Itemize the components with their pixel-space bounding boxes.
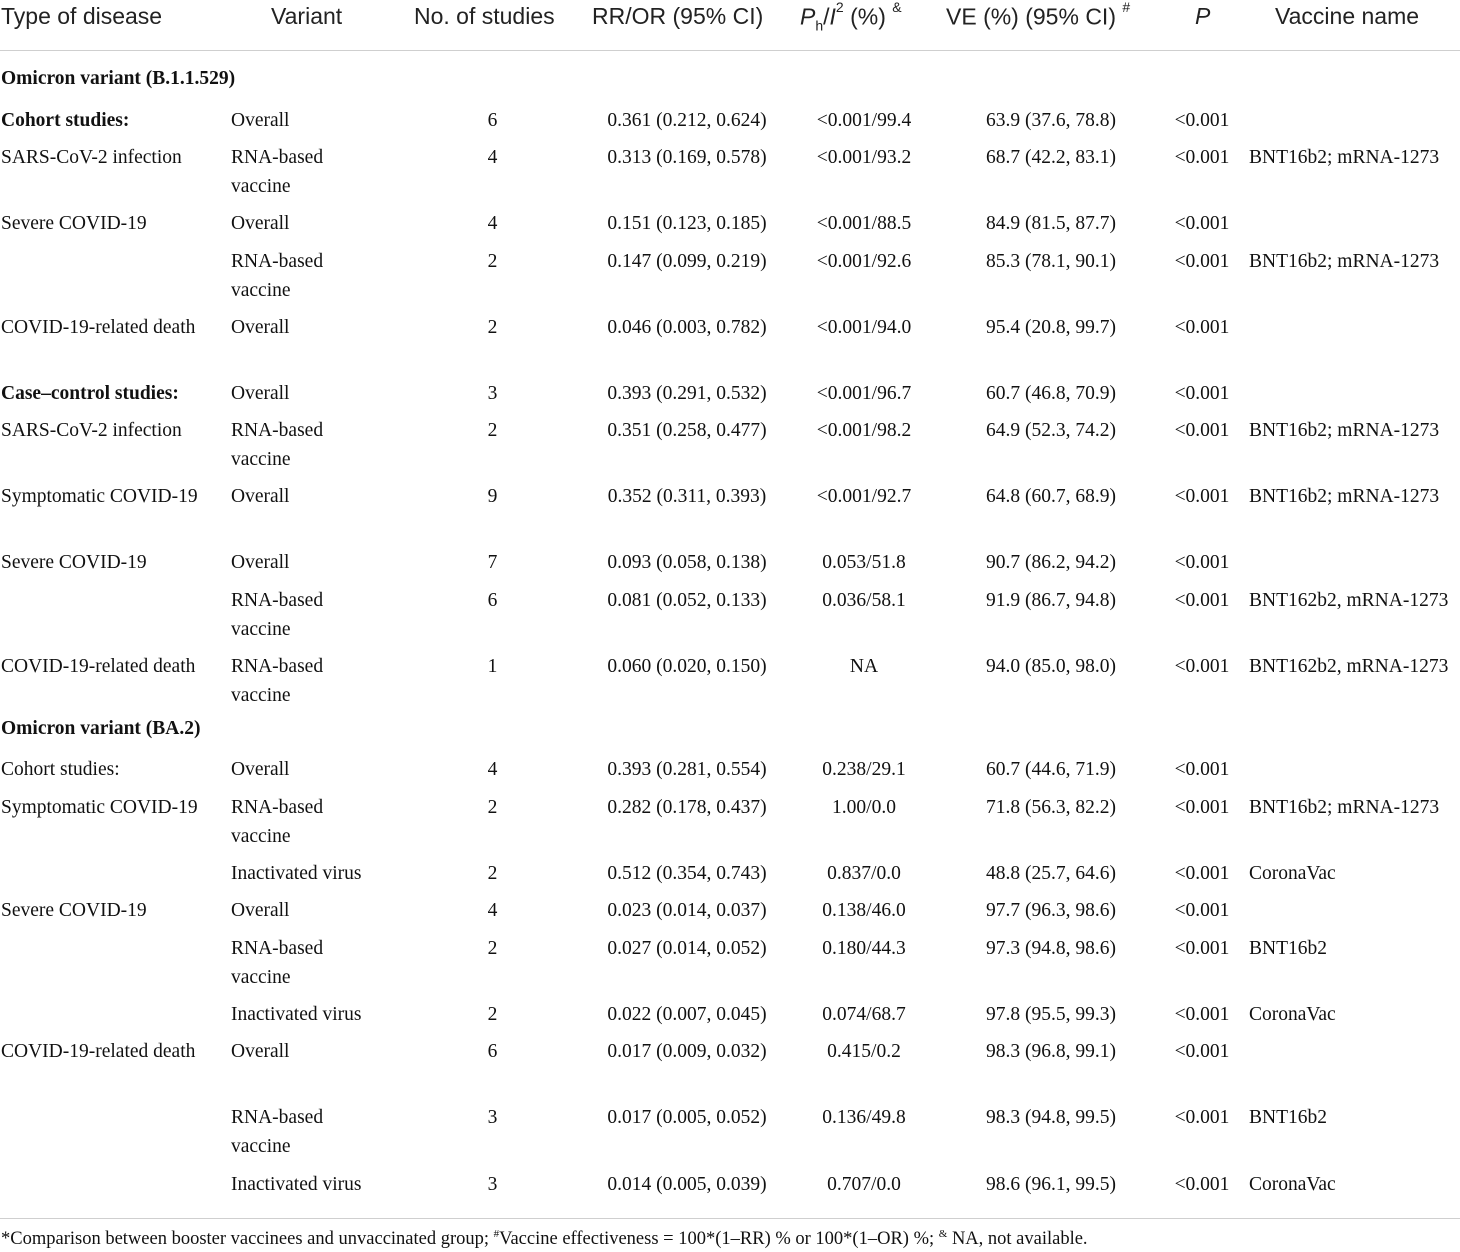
p-value-cell: <0.001 — [1174, 656, 1230, 677]
studies-count-cell: 2 — [487, 420, 498, 441]
ve-cell: 94.0 (85.0, 98.0) — [986, 656, 1116, 677]
ve-cell: 91.9 (86.7, 94.8) — [986, 590, 1116, 611]
rr-or-cell: 0.017 (0.009, 0.032) — [607, 1041, 767, 1062]
variant-cell: RNA-based vaccine — [231, 251, 324, 301]
ve-cell: 97.3 (94.8, 98.6) — [986, 938, 1116, 959]
p-value-cell: <0.001 — [1174, 552, 1230, 573]
variant-cell: Overall — [231, 317, 290, 338]
studies-count-cell: 1 — [487, 656, 498, 677]
ph-i2-cell: NA — [849, 656, 879, 677]
section-title-b11529: Omicron variant (B.1.1.529) — [1, 68, 236, 89]
ph-i2-cell: <0.001/92.6 — [816, 251, 912, 272]
header-variant: Variant — [271, 3, 343, 29]
vaccine-name-cell: BNT16b2; mRNA-1273 — [1249, 797, 1440, 818]
ve-cell: 97.7 (96.3, 98.6) — [986, 900, 1116, 921]
vaccine-name-cell: BNT162b2, mRNA-1273 — [1249, 656, 1449, 677]
disease-cell: COVID-19-related death — [1, 317, 196, 338]
p-value-cell: <0.001 — [1174, 759, 1230, 780]
rr-or-cell: 0.282 (0.178, 0.437) — [607, 797, 767, 818]
p-value-cell: <0.001 — [1174, 147, 1230, 168]
disease-cell: COVID-19-related death — [1, 656, 196, 677]
p-value-cell: <0.001 — [1174, 590, 1230, 611]
variant-cell: Inactivated virus — [231, 1174, 362, 1195]
ve-cell: 90.7 (86.2, 94.2) — [986, 552, 1116, 573]
p-value-cell: <0.001 — [1174, 863, 1230, 884]
ve-cell: 98.3 (96.8, 99.1) — [986, 1041, 1116, 1062]
ph-i2-cell: 0.074/68.7 — [822, 1004, 906, 1025]
disease-cell: Cohort studies: — [1, 110, 130, 131]
studies-count-cell: 4 — [487, 213, 498, 234]
ph-i2-cell: <0.001/92.7 — [816, 486, 912, 507]
studies-count-cell: 2 — [487, 863, 498, 884]
variant-cell: Overall — [231, 1041, 290, 1062]
rr-or-cell: 0.393 (0.291, 0.532) — [607, 383, 767, 404]
ve-cell: 95.4 (20.8, 99.7) — [986, 317, 1116, 338]
variant-cell: RNA-based vaccine — [231, 656, 324, 706]
p-value-cell: <0.001 — [1174, 383, 1230, 404]
studies-count-cell: 3 — [487, 383, 498, 404]
ph-i2-cell: <0.001/96.7 — [816, 383, 912, 404]
ph-i2-cell: 0.138/46.0 — [822, 900, 906, 921]
rr-or-cell: 0.017 (0.005, 0.052) — [607, 1107, 767, 1128]
ve-cell: 60.7 (44.6, 71.9) — [986, 759, 1116, 780]
studies-count-cell: 6 — [487, 590, 498, 611]
disease-cell: Symptomatic COVID-19 — [1, 797, 198, 818]
header-no-of-studies: No. of studies — [414, 3, 555, 29]
studies-count-cell: 4 — [487, 900, 498, 921]
rr-or-cell: 0.046 (0.003, 0.782) — [607, 317, 767, 338]
ve-cell: 85.3 (78.1, 90.1) — [986, 251, 1116, 272]
header-rr-or: RR/OR (95% CI) — [592, 3, 764, 29]
section-title-ba2: Omicron variant (BA.2) — [1, 718, 201, 739]
variant-cell: Inactivated virus — [231, 863, 362, 884]
studies-count-cell: 2 — [487, 251, 498, 272]
vaccine-name-cell: CoronaVac — [1249, 1174, 1336, 1195]
ve-cell: 64.9 (52.3, 74.2) — [986, 420, 1116, 441]
variant-cell: Overall — [231, 213, 290, 234]
p-value-cell: <0.001 — [1174, 420, 1230, 441]
p-value-cell: <0.001 — [1174, 938, 1230, 959]
rr-or-cell: 0.393 (0.281, 0.554) — [607, 759, 767, 780]
p-value-cell: <0.001 — [1174, 1004, 1230, 1025]
p-value-cell: <0.001 — [1174, 251, 1230, 272]
ph-i2-cell: 1.00/0.0 — [832, 797, 896, 818]
variant-cell: RNA-based vaccine — [231, 938, 324, 988]
header-ph-i2: $P_h/I^2$ (%) & — [800, 0, 902, 34]
ph-i2-cell: 0.136/49.8 — [822, 1107, 906, 1128]
ph-i2-cell: 0.036/58.1 — [822, 590, 906, 611]
rr-or-cell: 0.027 (0.014, 0.052) — [607, 938, 767, 959]
studies-count-cell: 7 — [487, 552, 498, 573]
variant-cell: Overall — [231, 486, 290, 507]
ph-i2-cell: <0.001/94.0 — [816, 317, 912, 338]
p-value-cell: <0.001 — [1174, 900, 1230, 921]
rr-or-cell: 0.023 (0.014, 0.037) — [607, 900, 767, 921]
disease-cell: SARS-CoV-2 infection — [1, 147, 182, 168]
disease-cell: Severe COVID-19 — [1, 900, 147, 921]
p-value-cell: <0.001 — [1174, 110, 1230, 131]
rr-or-cell: 0.351 (0.258, 0.477) — [607, 420, 767, 441]
rr-or-cell: 0.060 (0.020, 0.150) — [607, 656, 767, 677]
studies-count-cell: 2 — [487, 797, 498, 818]
header-ve: VE (%) (95% CI) # — [946, 0, 1131, 30]
ve-cell: 68.7 (42.2, 83.1) — [986, 147, 1116, 168]
ve-cell: 63.9 (37.6, 78.8) — [986, 110, 1116, 131]
variant-cell: RNA-based vaccine — [231, 147, 324, 197]
variant-cell: RNA-based vaccine — [231, 1107, 324, 1157]
vaccine-name-cell: BNT16b2; mRNA-1273 — [1249, 147, 1440, 168]
vaccine-name-cell: BNT16b2; mRNA-1273 — [1249, 486, 1440, 507]
disease-cell: Case–control studies: — [1, 383, 179, 404]
disease-cell: Severe COVID-19 — [1, 552, 147, 573]
variant-cell: Overall — [231, 900, 290, 921]
p-value-cell: <0.001 — [1174, 317, 1230, 338]
table-footnote: *Comparison between booster vaccinees and unvaccinated group; #Vaccine effectiveness = 100*(1–RR) % or 100*(1–OR) %; & NA, not available. — [1, 1228, 1088, 1250]
ve-cell: 64.8 (60.7, 68.9) — [986, 486, 1116, 507]
studies-count-cell: 3 — [487, 1107, 498, 1128]
table-header — [0, 0, 1460, 51]
p-value-cell: <0.001 — [1174, 486, 1230, 507]
ve-cell: 48.8 (25.7, 64.6) — [986, 863, 1116, 884]
p-value-cell: <0.001 — [1174, 1107, 1230, 1128]
studies-count-cell: 6 — [487, 1041, 498, 1062]
vaccine-name-cell: CoronaVac — [1249, 1004, 1336, 1025]
ph-i2-cell: <0.001/88.5 — [816, 213, 912, 234]
ph-i2-cell: 0.415/0.2 — [827, 1041, 901, 1062]
ph-i2-cell: 0.180/44.3 — [822, 938, 906, 959]
ve-cell: 71.8 (56.3, 82.2) — [986, 797, 1116, 818]
vaccine-name-cell: CoronaVac — [1249, 863, 1336, 884]
rr-or-cell: 0.014 (0.005, 0.039) — [607, 1174, 767, 1195]
variant-cell: RNA-based vaccine — [231, 590, 324, 640]
variant-cell: Overall — [231, 383, 290, 404]
variant-cell: RNA-based vaccine — [231, 420, 324, 470]
studies-count-cell: 4 — [487, 759, 498, 780]
ve-cell: 98.3 (94.8, 99.5) — [986, 1107, 1116, 1128]
studies-count-cell: 2 — [487, 317, 498, 338]
ve-cell: 97.8 (95.5, 99.3) — [986, 1004, 1116, 1025]
p-value-cell: <0.001 — [1174, 1041, 1230, 1062]
studies-count-cell: 3 — [487, 1174, 498, 1195]
ph-i2-cell: 0.238/29.1 — [822, 759, 906, 780]
ve-cell: 98.6 (96.1, 99.5) — [986, 1174, 1116, 1195]
rr-or-cell: 0.081 (0.052, 0.133) — [607, 590, 767, 611]
disease-cell: Symptomatic COVID-19 — [1, 486, 198, 507]
studies-count-cell: 2 — [487, 938, 498, 959]
variant-cell: Inactivated virus — [231, 1004, 362, 1025]
rr-or-cell: 0.093 (0.058, 0.138) — [607, 552, 767, 573]
ph-i2-cell: <0.001/98.2 — [816, 420, 912, 441]
rr-or-cell: 0.512 (0.354, 0.743) — [607, 863, 767, 884]
variant-cell: RNA-based vaccine — [231, 797, 324, 847]
header-disease: Type of disease — [1, 3, 163, 29]
ph-i2-cell: 0.707/0.0 — [827, 1174, 901, 1195]
vaccine-name-cell: BNT16b2 — [1249, 938, 1327, 959]
vaccine-name-cell: BNT16b2; mRNA-1273 — [1249, 251, 1440, 272]
ph-i2-cell: <0.001/99.4 — [816, 110, 912, 131]
variant-cell: Overall — [231, 552, 290, 573]
p-value-cell: <0.001 — [1174, 213, 1230, 234]
rr-or-cell: 0.147 (0.099, 0.219) — [607, 251, 767, 272]
header-p: P — [1195, 3, 1211, 29]
ph-i2-cell: 0.837/0.0 — [827, 863, 901, 884]
studies-count-cell: 4 — [487, 147, 498, 168]
studies-count-cell: 2 — [487, 1004, 498, 1025]
ph-i2-cell: 0.053/51.8 — [822, 552, 906, 573]
disease-cell: Severe COVID-19 — [1, 213, 147, 234]
rr-or-cell: 0.151 (0.123, 0.185) — [607, 213, 767, 234]
variant-cell: Overall — [231, 759, 290, 780]
rr-or-cell: 0.361 (0.212, 0.624) — [607, 110, 767, 131]
vaccine-name-cell: BNT162b2, mRNA-1273 — [1249, 590, 1449, 611]
studies-count-cell: 6 — [487, 110, 498, 131]
rr-or-cell: 0.313 (0.169, 0.578) — [607, 147, 767, 168]
rr-or-cell: 0.022 (0.007, 0.045) — [607, 1004, 767, 1025]
disease-cell: SARS-CoV-2 infection — [1, 420, 182, 441]
ph-i2-cell: <0.001/93.2 — [816, 147, 912, 168]
disease-cell: Cohort studies: — [1, 759, 120, 780]
footer-divider — [0, 1218, 1460, 1219]
p-value-cell: <0.001 — [1174, 797, 1230, 818]
ve-cell: 60.7 (46.8, 70.9) — [986, 383, 1116, 404]
rr-or-cell: 0.352 (0.311, 0.393) — [607, 486, 767, 507]
header-vaccine-name: Vaccine name — [1275, 3, 1420, 29]
ve-cell: 84.9 (81.5, 87.7) — [986, 213, 1116, 234]
disease-cell: COVID-19-related death — [1, 1041, 196, 1062]
vaccine-name-cell: BNT16b2; mRNA-1273 — [1249, 420, 1440, 441]
vaccine-name-cell: BNT16b2 — [1249, 1107, 1327, 1128]
p-value-cell: <0.001 — [1174, 1174, 1230, 1195]
variant-cell: Overall — [231, 110, 290, 131]
studies-count-cell: 9 — [487, 486, 498, 507]
